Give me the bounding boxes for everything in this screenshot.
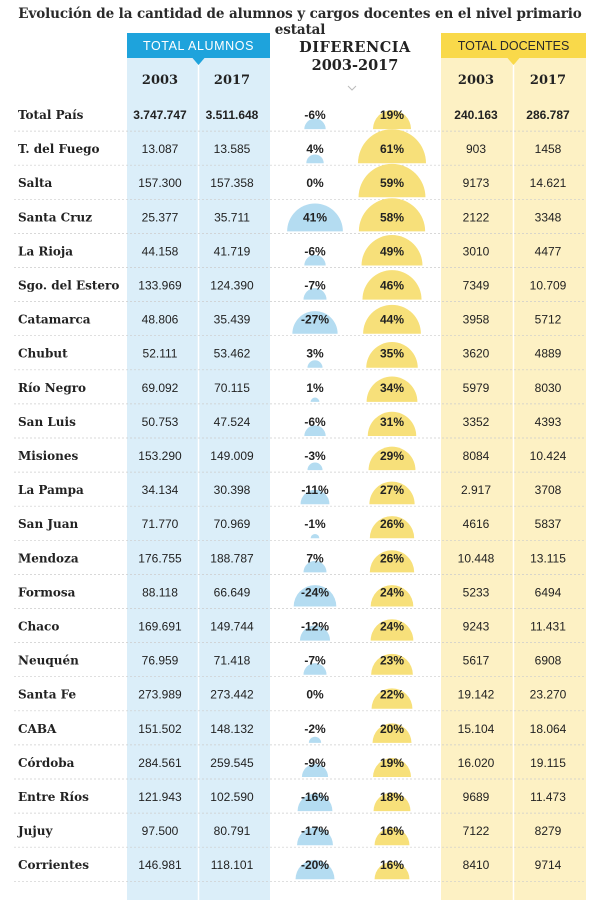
- docentes-2003-value: 3958: [462, 312, 490, 327]
- docentes-2017-value: 19.115: [530, 755, 566, 770]
- alumnos-2017-value: 41.719: [213, 244, 251, 259]
- docentes-2003-value: 4616: [462, 517, 490, 532]
- alumnos-2003-value: 25.377: [141, 210, 179, 225]
- alumnos-2003-value: 71.770: [141, 517, 179, 532]
- alumnos-2017-value: 35.711: [214, 210, 250, 225]
- alumnos-2003-value: 157.300: [138, 176, 182, 191]
- alumnos-2003-value: 169.691: [138, 619, 182, 634]
- docentes-2017-value: 23.270: [529, 687, 567, 702]
- alumnos-diff-half-circle: [307, 360, 322, 368]
- docentes-2003-value: 8084: [462, 449, 490, 463]
- docentes-2017-value: 10.424: [529, 449, 567, 463]
- alumnos-2017-value: 53.462: [213, 346, 251, 361]
- row-name: Córdoba: [18, 755, 75, 770]
- row-name: San Juan: [18, 517, 79, 532]
- alumnos-2003-value: 97.500: [141, 824, 179, 839]
- alumnos-2017-value: 188.787: [210, 551, 254, 566]
- row-name: Chaco: [18, 619, 60, 634]
- docentes-2017-value: 3348: [534, 210, 562, 225]
- row-name: Mendoza: [18, 551, 79, 566]
- alumnos-diff-label: 4%: [306, 142, 324, 157]
- docentes-2003-value: 3010: [462, 244, 490, 259]
- alumnos-2017-value: 66.649: [213, 585, 251, 600]
- chart-title: Evolución de la cantidad de alumnos y cargos docentes en el nivel primario estatal: [18, 6, 582, 38]
- docentes-2003-value: 19.142: [457, 687, 495, 702]
- alumnos-diff-label: 0%: [306, 687, 324, 702]
- docentes-diff-label: 24%: [379, 619, 405, 634]
- alumnos-diff-half-circle: [311, 534, 320, 538]
- docentes-2003-value: 15.104: [457, 721, 495, 736]
- alumnos-2003-value: 76.959: [141, 653, 179, 668]
- docentes-header-label: TOTAL DOCENTES: [457, 39, 570, 53]
- alumnos-2003-value: 151.502: [138, 721, 182, 736]
- alumnos-2017-value: 70.115: [214, 380, 250, 395]
- alumnos-diff-label: -7%: [304, 653, 326, 668]
- docentes-2017-value: 14.621: [529, 176, 567, 191]
- docentes-diff-label: 58%: [379, 210, 405, 225]
- docentes-diff-label: 24%: [379, 585, 405, 600]
- docentes-2017-value: 5712: [534, 312, 562, 327]
- docentes-diff-label: 20%: [379, 721, 405, 736]
- docentes-2003-value: 7122: [462, 824, 490, 839]
- alumnos-2017-value: 47.524: [213, 414, 251, 429]
- alumnos-header-label: TOTAL ALUMNOS: [142, 39, 255, 53]
- alumnos-2017-value: 149.744: [210, 619, 254, 634]
- alumnos-diff-label: -3%: [304, 449, 326, 463]
- docentes-2017-value: 5837: [534, 517, 562, 532]
- docentes-2017-value: 1458: [534, 142, 562, 157]
- row-name: Santa Cruz: [18, 210, 93, 225]
- alumnos-diff-label: 3%: [306, 346, 324, 361]
- docentes-diff-label: 31%: [379, 414, 405, 429]
- alumnos-2003-value: 48.806: [141, 312, 179, 327]
- docentes-diff-label: 59%: [379, 176, 405, 191]
- docentes-year-2017: 2017: [529, 73, 567, 88]
- docentes-diff-label: 22%: [379, 687, 405, 702]
- diferencia-pointer: [348, 86, 356, 90]
- docentes-2017-value: 8030: [534, 380, 562, 395]
- alumnos-diff-label: -27%: [300, 312, 330, 327]
- row-name: Corrientes: [18, 858, 90, 873]
- docentes-2003-value: 9173: [462, 176, 490, 191]
- alumnos-2003-value: 146.981: [138, 858, 182, 873]
- alumnos-diff-label: -6%: [304, 414, 326, 429]
- docentes-2003-value: 7349: [462, 278, 490, 293]
- alumnos-2003-value: 13.087: [141, 142, 179, 157]
- alumnos-2017-value: 3.511.648: [205, 108, 259, 122]
- docentes-diff-label: 35%: [379, 346, 405, 361]
- docentes-diff-label: 34%: [379, 380, 405, 395]
- docentes-2003-value: 3352: [462, 414, 490, 429]
- docentes-diff-label: 61%: [379, 142, 405, 157]
- alumnos-diff-label: 0%: [306, 176, 324, 191]
- docentes-2003-value: 240.163: [454, 108, 498, 122]
- docentes-2003-value: 9243: [462, 619, 490, 634]
- alumnos-diff-label: -20%: [300, 858, 330, 873]
- alumnos-diff-label: -16%: [300, 790, 330, 804]
- row-name: CABA: [18, 721, 57, 736]
- docentes-diff-label: 19%: [379, 755, 405, 770]
- docentes-2003-value: 5233: [462, 585, 490, 600]
- alumnos-diff-label: -9%: [304, 755, 326, 770]
- alumnos-diff-label: 1%: [306, 380, 324, 395]
- alumnos-diff-label: 7%: [306, 551, 324, 566]
- alumnos-2017-value: 13.585: [213, 142, 251, 157]
- row-name: Entre Ríos: [18, 790, 89, 804]
- alumnos-year-2003: 2003: [141, 73, 179, 88]
- alumnos-diff-half-circle: [309, 737, 321, 743]
- alumnos-2003-value: 52.111: [142, 346, 178, 361]
- docentes-diff-label: 18%: [379, 790, 405, 804]
- alumnos-diff-half-circle: [307, 463, 322, 471]
- alumnos-2017-value: 70.969: [213, 517, 251, 532]
- alumnos-2003-value: 34.134: [141, 483, 179, 498]
- docentes-2017-value: 13.115: [530, 551, 566, 566]
- docentes-2017-value: 286.787: [526, 108, 570, 122]
- alumnos-diff-label: -7%: [304, 278, 326, 293]
- docentes-2003-value: 9689: [462, 790, 490, 804]
- row-name: Total País: [18, 108, 84, 122]
- docentes-diff-label: 23%: [379, 653, 405, 668]
- row-name: Jujuy: [18, 824, 53, 839]
- alumnos-2017-value: 102.590: [210, 790, 254, 804]
- alumnos-2003-value: 3.747.747: [133, 108, 187, 122]
- alumnos-diff-label: -24%: [300, 585, 330, 600]
- row-name: Catamarca: [18, 312, 91, 327]
- docentes-2017-value: 4889: [534, 346, 562, 361]
- alumnos-2003-value: 273.989: [138, 687, 182, 702]
- docentes-2003-value: 5617: [462, 653, 490, 668]
- docentes-2003-value: 16.020: [457, 755, 495, 770]
- row-name: T. del Fuego: [18, 142, 100, 157]
- alumnos-diff-label: -17%: [300, 824, 330, 839]
- diferencia-years-label: 2003-2017: [311, 57, 399, 74]
- row-name: La Pampa: [18, 483, 84, 498]
- docentes-2017-value: 4393: [534, 414, 562, 429]
- row-name: Salta: [18, 176, 53, 191]
- alumnos-2017-value: 148.132: [210, 721, 254, 736]
- alumnos-2017-value: 80.791: [213, 824, 251, 839]
- docentes-2017-value: 3708: [534, 483, 562, 498]
- docentes-2017-value: 10.709: [529, 278, 567, 293]
- row-name: Río Negro: [18, 380, 87, 395]
- row-name: Misiones: [18, 449, 79, 463]
- docentes-2003-value: 8410: [462, 858, 490, 873]
- alumnos-diff-label: -6%: [304, 108, 326, 122]
- alumnos-2017-value: 259.545: [210, 755, 254, 770]
- alumnos-2003-value: 88.118: [142, 585, 178, 600]
- row-name: Santa Fe: [18, 687, 77, 702]
- docentes-2003-value: 2122: [462, 210, 490, 225]
- docentes-2003-value: 903: [465, 142, 487, 157]
- alumnos-2017-value: 118.101: [210, 858, 254, 873]
- alumnos-2003-value: 44.158: [141, 244, 179, 259]
- docentes-2017-value: 11.431: [530, 619, 566, 634]
- docentes-2017-value: 9714: [534, 858, 562, 873]
- alumnos-2003-value: 284.561: [138, 755, 182, 770]
- docentes-2017-value: 6494: [534, 585, 562, 600]
- docentes-year-2003: 2003: [457, 73, 495, 88]
- docentes-diff-label: 44%: [379, 312, 405, 327]
- docentes-2017-value: 4477: [534, 244, 562, 259]
- docentes-diff-label: 16%: [379, 858, 405, 873]
- docentes-diff-label: 29%: [379, 449, 405, 463]
- docentes-diff-label: 16%: [379, 824, 405, 839]
- docentes-2017-value: 8279: [534, 824, 562, 839]
- alumnos-2017-value: 30.398: [213, 483, 251, 498]
- row-name: Neuquén: [18, 653, 79, 668]
- alumnos-year-2017: 2017: [213, 73, 251, 88]
- docentes-diff-label: 49%: [379, 244, 405, 259]
- alumnos-diff-label: 41%: [302, 210, 328, 225]
- alumnos-2017-value: 157.358: [210, 176, 254, 191]
- row-name: Formosa: [18, 585, 76, 600]
- alumnos-diff-label: -11%: [301, 483, 329, 498]
- alumnos-diff-label: -2%: [304, 721, 326, 736]
- docentes-diff-label: 26%: [379, 517, 405, 532]
- docentes-2017-value: 18.064: [529, 721, 567, 736]
- docentes-2003-value: 3620: [462, 346, 490, 361]
- docentes-2017-value: 11.473: [530, 790, 566, 804]
- alumnos-2003-value: 69.092: [141, 380, 179, 395]
- docentes-2017-value: 6908: [534, 653, 562, 668]
- alumnos-2003-value: 50.753: [141, 414, 179, 429]
- alumnos-2003-value: 153.290: [138, 449, 182, 463]
- alumnos-diff-half-circle: [311, 398, 320, 402]
- docentes-diff-label: 19%: [379, 108, 405, 122]
- row-name: Chubut: [18, 346, 68, 361]
- alumnos-2003-value: 176.755: [138, 551, 182, 566]
- alumnos-2017-value: 273.442: [210, 687, 254, 702]
- row-name: La Rioja: [18, 244, 74, 259]
- alumnos-diff-label: -1%: [304, 517, 326, 532]
- alumnos-2017-value: 149.009: [210, 449, 254, 463]
- alumnos-2017-value: 124.390: [210, 278, 254, 293]
- alumnos-2017-value: 35.439: [213, 312, 251, 327]
- docentes-2003-value: 10.448: [457, 551, 495, 566]
- docentes-diff-label: 26%: [379, 551, 405, 566]
- alumnos-diff-label: -6%: [304, 244, 326, 259]
- docentes-2003-value: 5979: [462, 380, 490, 395]
- alumnos-2003-value: 133.969: [138, 278, 182, 293]
- docentes-diff-label: 46%: [379, 278, 405, 293]
- row-name: Sgo. del Estero: [18, 278, 120, 293]
- alumnos-diff-label: -12%: [300, 619, 330, 634]
- row-name: San Luis: [18, 414, 76, 429]
- docentes-diff-label: 27%: [379, 483, 405, 498]
- alumnos-2003-value: 121.943: [138, 790, 182, 804]
- alumnos-2017-value: 71.418: [213, 653, 251, 668]
- diferencia-header-label: DIFERENCIA: [299, 39, 411, 56]
- docentes-2003-value: 2.917: [460, 483, 492, 498]
